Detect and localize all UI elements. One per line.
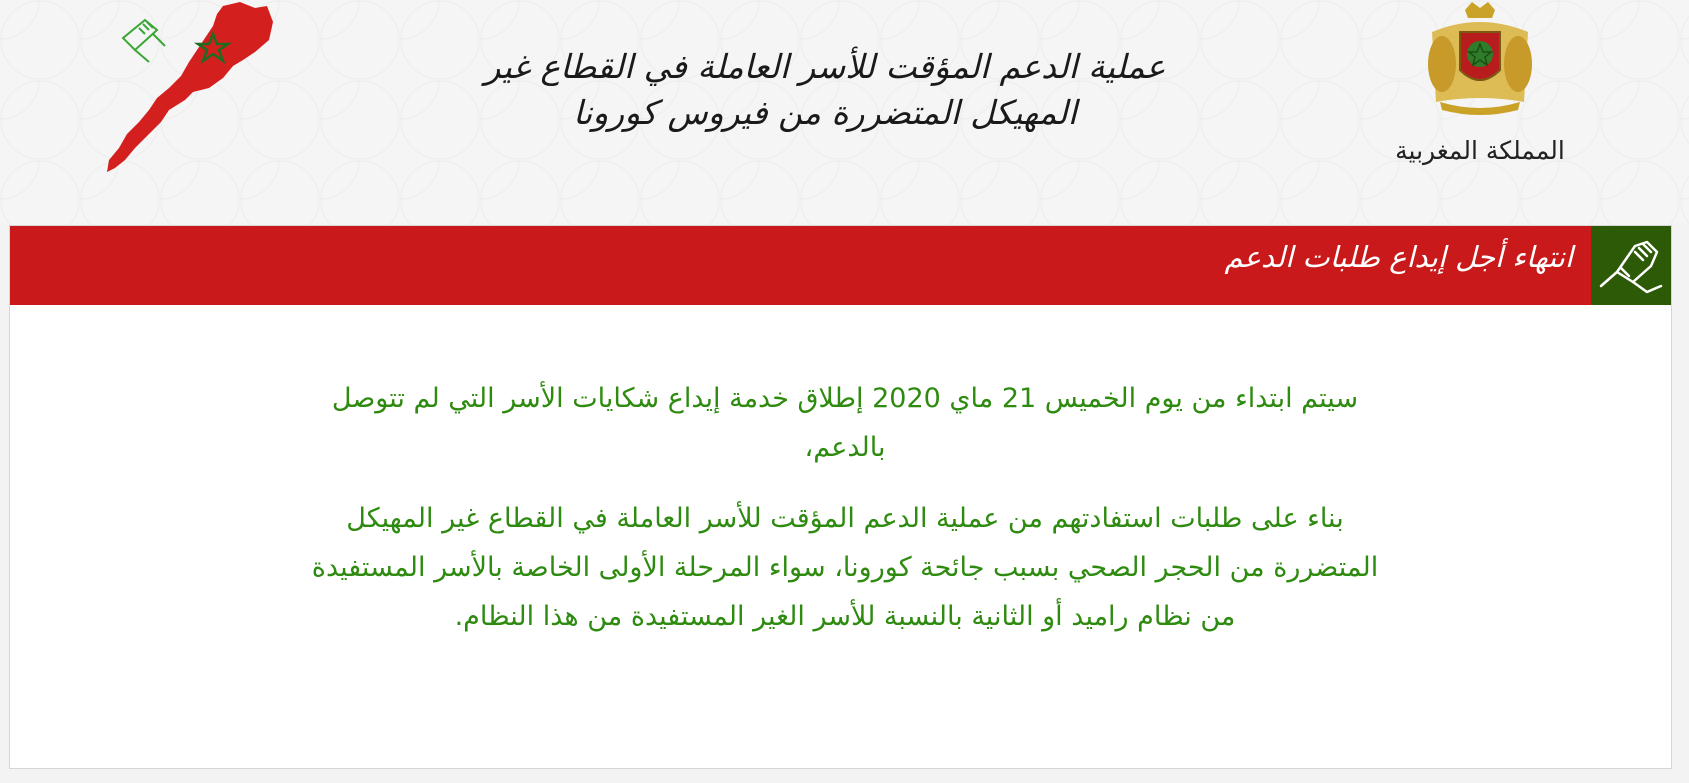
banner-icon-box bbox=[1591, 226, 1671, 305]
site-header bbox=[0, 0, 1689, 225]
banner-title: انتهاء أجل إيداع طلبات الدعم bbox=[1224, 240, 1573, 274]
royal-coat-of-arms-icon bbox=[1420, 2, 1540, 120]
announcement-panel bbox=[9, 225, 1672, 769]
fist-handshake-icon bbox=[1591, 226, 1671, 305]
kingdom-label: المملكة المغربية bbox=[1395, 136, 1565, 165]
announcement-banner bbox=[10, 226, 1671, 305]
morocco-map-flag-icon bbox=[105, 0, 295, 175]
announcement-paragraph-1: سيتم ابتداء من يوم الخميس 21 ماي 2020 إطلاق خدمة إيداع شكايات الأسر التي لم تتوصل بالدعم، bbox=[331, 383, 1359, 463]
announcement-content bbox=[310, 374, 1380, 663]
page-title: عملية الدعم المؤقت للأسر العاملة في القطاع غير المهيكل المتضررة من فيروس كورونا bbox=[484, 47, 1166, 132]
announcement-paragraph-2: بناء على طلبات استفادتهم من عملية الدعم المؤقت للأسر العاملة في القطاع غير المهيكل المتضررة من الحجر الصحي بسبب جائحة كورونا، سواء المرحلة الأولى الخاصة بالأسر المستفيدة من نظام راميد أو الثانية بالنسبة للأسر الغير المستفيدة من هذا النظام. bbox=[311, 503, 1379, 632]
